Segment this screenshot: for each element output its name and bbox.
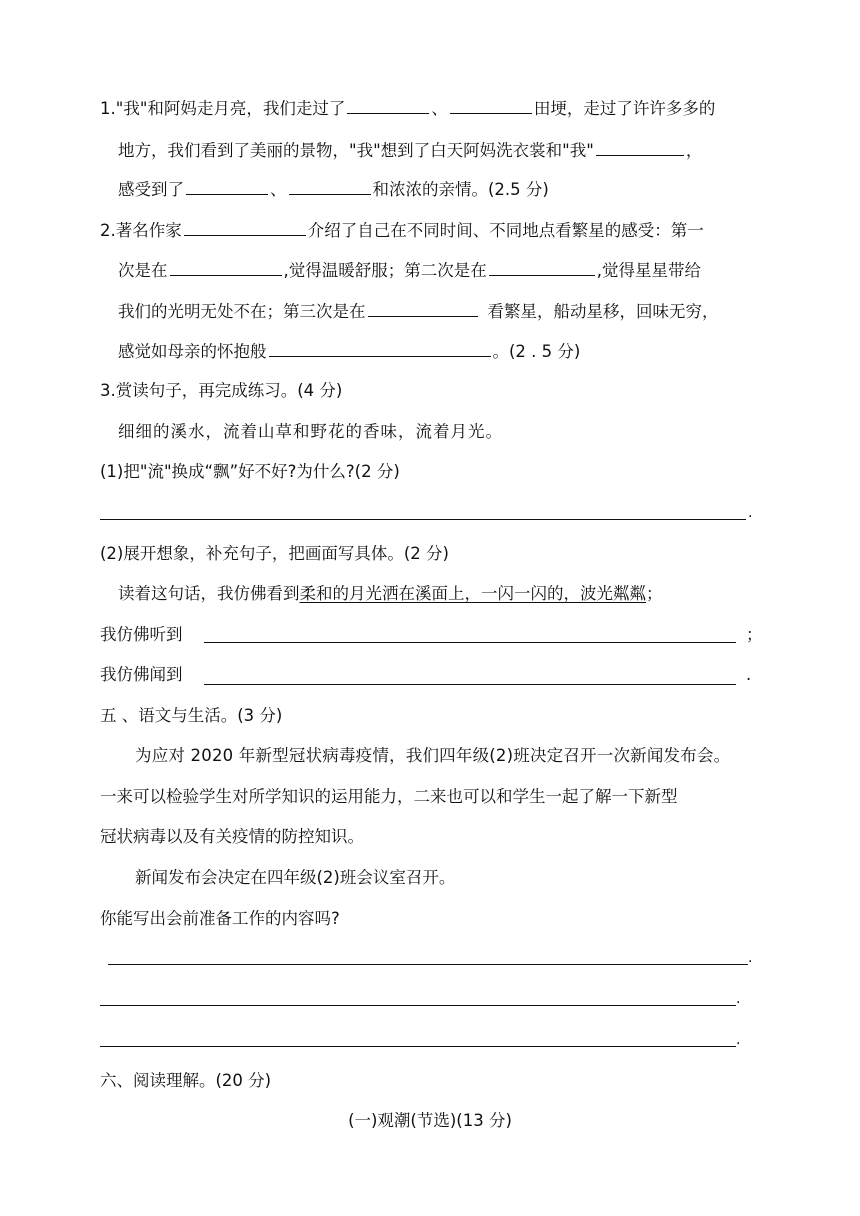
q3-hear-label: 我仿佛听到 — [100, 625, 183, 644]
q2-blank-first[interactable] — [170, 259, 282, 276]
q3-title: 3.赏读句子，再完成练习。(4 分) — [100, 381, 343, 400]
q3-sub1: (1)把"流"换成“飘”好不好?为什么?(2 分) — [100, 462, 400, 481]
q1-blank-4[interactable] — [186, 178, 268, 195]
s5-para2: 新闻发布会决定在四年级(2)班会议室召开。 — [135, 868, 456, 887]
q1-blank-1[interactable] — [347, 97, 429, 114]
q1-text-1c: 田埂，走过了许许多多的 — [533, 99, 716, 118]
q3-example — [118, 583, 663, 605]
q3-example-underlined: 柔和的月光洒在溪面上，一闪一闪的，波光粼粼 — [299, 584, 646, 603]
s6-subtitle: (一)观潮(节选)(13 分) — [348, 1111, 512, 1130]
q1-text-2b: ， — [685, 141, 703, 160]
q3-hear-end: ； — [746, 625, 763, 644]
s5-answer-line-1-end: . — [748, 950, 753, 966]
q2-text-1a: 2.著名作家 — [100, 221, 182, 240]
q3-smell-line[interactable] — [204, 684, 736, 685]
q1-blank-2[interactable] — [450, 97, 532, 114]
q1-text-1b: 、 — [431, 99, 448, 118]
q2-text-2a: 次是在 — [118, 261, 168, 280]
q2-line-3 — [118, 300, 719, 323]
q1-text-3a: 感受到了 — [118, 180, 184, 199]
s5-answer-line-1[interactable] — [108, 964, 748, 965]
q3-smell-end: . — [746, 665, 752, 684]
q2-blank-mother[interactable] — [269, 340, 491, 357]
q3-smell-label: 我仿佛闻到 — [100, 665, 183, 684]
s5-para1-line1: 为应对 2020 年新型冠状病毒疫情，我们四年级(2)班决定召开一次新闻发布会。 — [135, 746, 731, 765]
q2-text-2b: ,觉得温暖舒服；第二次是在 — [283, 261, 487, 280]
s5-para1-line2: 一来可以检验学生对所学知识的运用能力，二来也可以和学生一起了解一下新型 — [100, 787, 678, 806]
q2-text-2c: ,觉得星星带给 — [596, 261, 701, 280]
q2-text-1b: 介绍了自己在不同时间、不同地点看繁星的感受：第一 — [307, 221, 704, 240]
q3-answer-line-1-end: . — [748, 505, 753, 521]
q1-line-3 — [118, 178, 549, 201]
s5-title: 五 、语文与生活。(3 分) — [100, 706, 283, 725]
q1-blank-3[interactable] — [596, 139, 684, 156]
q1-text-3c: 和浓浓的亲情。(2.5 分) — [372, 180, 549, 199]
q1-text-3b: 、 — [270, 180, 287, 199]
q2-blank-author[interactable] — [184, 219, 306, 236]
s5-para1-line3: 冠状病毒以及有关疫情的防控知识。 — [100, 827, 364, 846]
s6-title: 六、阅读理解。(20 分) — [100, 1071, 272, 1090]
q3-sub2: (2)展开想象，补充句子，把画面写具体。(2 分) — [100, 544, 449, 563]
s5-answer-line-2-end: . — [736, 991, 741, 1007]
q2-line-4 — [118, 340, 580, 363]
q3-hear-line[interactable] — [204, 642, 736, 643]
q2-text-4b: 。(2 . 5 分) — [492, 342, 581, 361]
s5-answer-line-2[interactable] — [100, 1005, 736, 1006]
q2-line-2 — [118, 259, 701, 282]
s5-question: 你能写出会前准备工作的内容吗? — [100, 909, 340, 928]
q2-text-3a: 我们的光明无处不在；第三次是在 — [118, 302, 366, 321]
s5-answer-line-3-end: . — [736, 1032, 741, 1048]
q1-blank-5[interactable] — [289, 178, 371, 195]
q2-blank-third[interactable] — [368, 300, 478, 317]
q3-sentence: 细细的溪水，流着山草和野花的香味，流着月光。 — [118, 422, 503, 441]
q2-line-1 — [100, 219, 704, 242]
q1-text-2a: 地方，我们看到了美丽的景物，"我"想到了白天阿妈洗衣裳和"我" — [118, 141, 594, 160]
q1-line-2 — [118, 139, 702, 162]
q2-blank-second[interactable] — [489, 259, 595, 276]
q2-text-3b: 看繁星，船动星移，回味无穷， — [487, 302, 719, 321]
q3-example-text: 读着这句话，我仿佛看到 — [118, 584, 300, 603]
q1-line-1 — [100, 97, 715, 120]
q2-text-4a: 感觉如母亲的怀抱般 — [118, 342, 267, 361]
s5-answer-line-3[interactable] — [100, 1046, 736, 1047]
q1-text-1a: 1."我"和阿妈走月亮，我们走过了 — [100, 99, 346, 118]
q3-answer-line-1[interactable] — [100, 519, 746, 520]
q3-example-end: ； — [646, 584, 663, 603]
